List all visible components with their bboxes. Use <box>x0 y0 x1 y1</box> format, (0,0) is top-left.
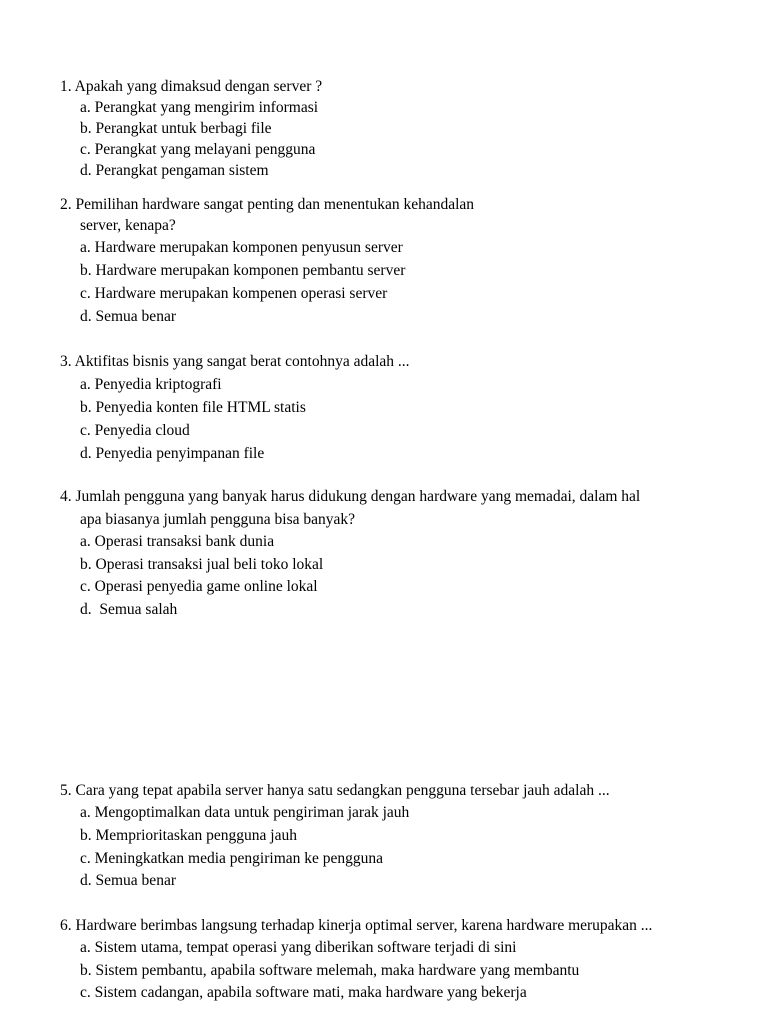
question-text: 1. Apakah yang dimaksud dengan server ? <box>60 78 323 95</box>
option-d: d. Penyedia penyimpanan file <box>80 445 265 462</box>
question-text-continued: server, kenapa? <box>80 217 176 234</box>
question-text: 3. Aktifitas bisnis yang sangat berat contohnya adalah ... <box>60 353 410 370</box>
option-a: a. Operasi transaksi bank dunia <box>80 533 275 550</box>
option-c: c. Sistem cadangan, apabila software mati, maka hardware yang bekerja <box>80 984 527 1001</box>
option-d: d. Semua salah <box>80 601 178 618</box>
question-text: 2. Pemilihan hardware sangat penting dan menentukan kehandalan <box>60 196 475 213</box>
question-1 <box>60 76 740 181</box>
question-4 <box>60 486 740 621</box>
option-c: c. Meningkatkan media pengiriman ke pengguna <box>80 850 384 867</box>
option-b: b. Memprioritaskan pengguna jauh <box>80 827 297 844</box>
question-text-continued: apa biasanya jumlah pengguna bisa banyak? <box>80 511 356 528</box>
option-b: b. Hardware merupakan komponen pembantu server <box>80 262 406 279</box>
option-a: a. Mengoptimalkan data untuk pengiriman jarak jauh <box>80 804 410 821</box>
option-c: c. Perangkat yang melayani pengguna <box>80 141 316 158</box>
option-b: b. Penyedia konten file HTML statis <box>80 399 306 416</box>
option-a: a. Sistem utama, tempat operasi yang diberikan software terjadi di sini <box>80 939 517 956</box>
option-b: b. Operasi transaksi jual beli toko lokal <box>80 556 324 573</box>
question-3 <box>60 351 740 465</box>
question-text: 5. Cara yang tepat apabila server hanya satu sedangkan pengguna tersebar jauh adalah ... <box>60 782 610 799</box>
option-a: a. Hardware merupakan komponen penyusun server <box>80 239 403 256</box>
question-2 <box>60 194 740 328</box>
option-d: d. Semua benar <box>80 872 176 889</box>
option-d: d. Perangkat pengaman sistem <box>80 162 269 179</box>
option-c: c. Operasi penyedia game online lokal <box>80 578 318 595</box>
option-b: b. Perangkat untuk berbagi file <box>80 120 272 137</box>
option-c: c. Penyedia cloud <box>80 422 190 439</box>
question-text: 6. Hardware berimbas langsung terhadap kinerja optimal server, karena hardware merupakan ... <box>60 917 653 934</box>
option-a: a. Penyedia kriptografi <box>80 376 222 393</box>
option-c: c. Hardware merupakan kompenen operasi server <box>80 285 388 302</box>
option-a: a. Perangkat yang mengirim informasi <box>80 99 319 116</box>
option-d: d. Semua benar <box>80 308 176 325</box>
option-b: b. Sistem pembantu, apabila software melemah, maka hardware yang membantu <box>80 962 580 979</box>
question-text: 4. Jumlah pengguna yang banyak harus didukung dengan hardware yang memadai, dalam hal <box>60 488 641 505</box>
question-6 <box>60 914 740 1004</box>
question-5 <box>60 779 740 892</box>
